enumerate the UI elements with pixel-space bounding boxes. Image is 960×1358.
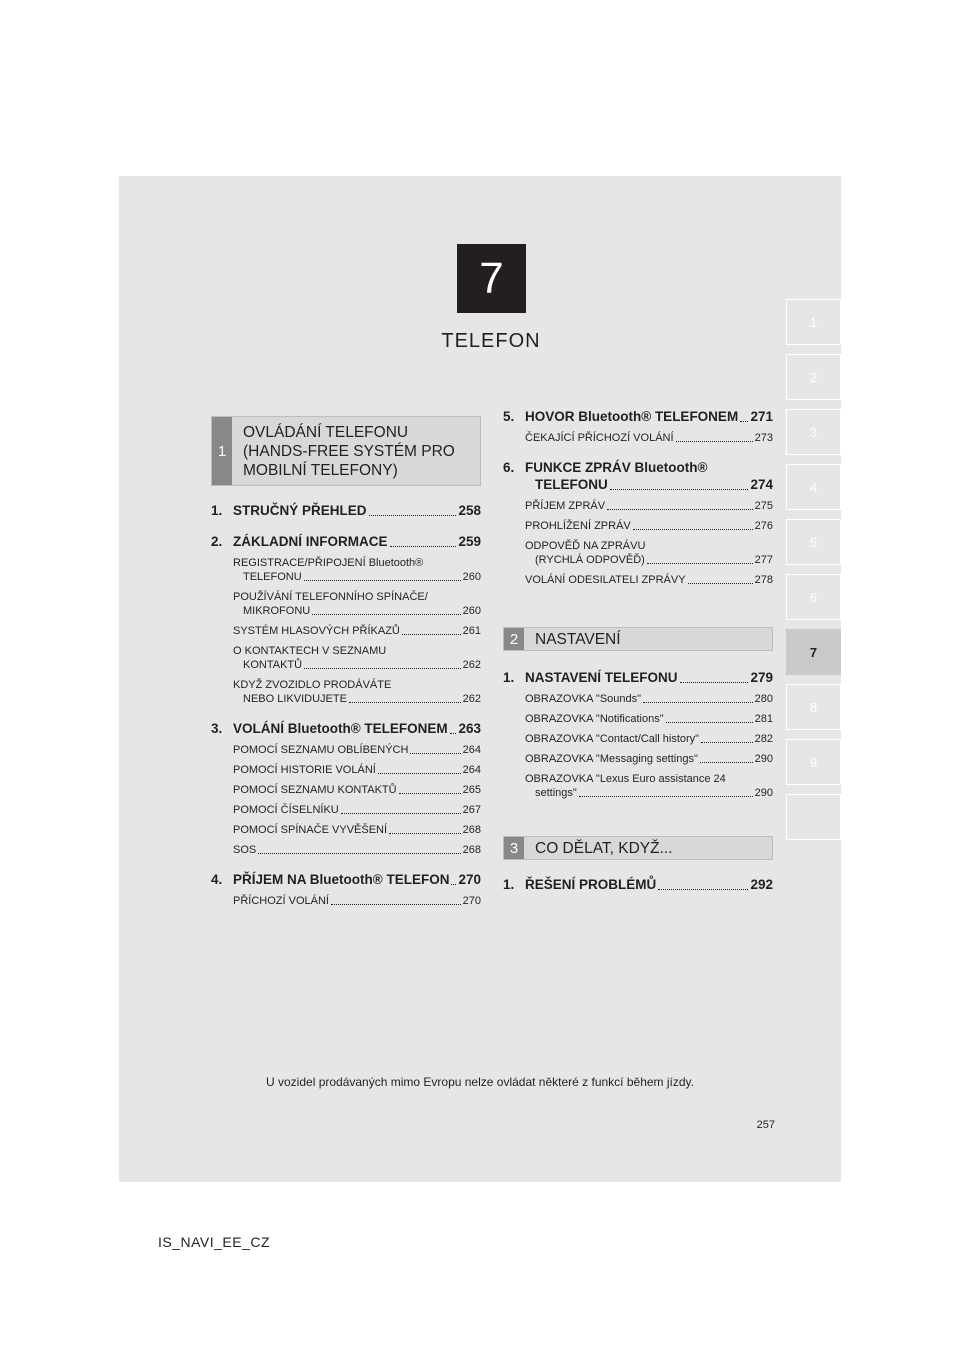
- toc-item: [211, 533, 481, 550]
- toc-label: POMOCÍ SEZNAMU KONTAKTŮ: [233, 784, 397, 796]
- toc-label: SYSTÉM HLASOVÝCH PŘÍKAZŮ: [233, 625, 400, 637]
- toc-left: [211, 488, 481, 908]
- dot-leader: [680, 682, 749, 683]
- toc-subitem: [503, 732, 773, 746]
- toc-line: [525, 876, 773, 893]
- section-title: OVLÁDÁNÍ TELEFONU (HANDS-FREE SYSTÉM PRO MOBILNÍ TELEFONY): [243, 424, 455, 479]
- toc-label: TELEFONU: [243, 571, 302, 583]
- toc-right-c: [503, 862, 773, 893]
- toc-label: MIKROFONU: [243, 605, 311, 617]
- toc-subitem: [503, 692, 773, 706]
- toc-line: [233, 720, 481, 737]
- dot-leader: [389, 833, 461, 834]
- toc-label: FUNKCE ZPRÁV Bluetooth®: [525, 460, 708, 475]
- toc-page: 268: [462, 824, 481, 836]
- toc-page: 274: [750, 477, 773, 492]
- toc-label: PŘÍJEM ZPRÁV: [525, 500, 606, 512]
- toc-label: POMOCÍ SPÍNAČE VYVĚŠENÍ: [233, 824, 388, 836]
- toc-label: ČEKAJÍCÍ PŘÍCHOZÍ VOLÁNÍ: [525, 432, 674, 444]
- toc-label: NASTAVENÍ TELEFONU: [525, 670, 678, 685]
- toc-subitem: [211, 624, 481, 638]
- dot-leader: [740, 421, 748, 422]
- dot-leader: [676, 441, 753, 442]
- toc-subitem: [503, 712, 773, 726]
- toc-label: HOVOR Bluetooth® TELEFONEM: [525, 409, 739, 424]
- toc-subitem-text: [233, 556, 481, 584]
- toc-subitem: [211, 644, 481, 672]
- toc-page: 262: [462, 659, 481, 671]
- dot-leader: [402, 634, 461, 635]
- section-number: 2: [504, 628, 524, 650]
- toc-page: 271: [750, 409, 773, 424]
- toc-subitem: [211, 743, 481, 757]
- page-number: 257: [756, 1119, 775, 1131]
- toc-label: OBRAZOVKA "Notifications": [525, 713, 664, 725]
- dot-leader: [312, 614, 460, 615]
- dot-leader: [666, 722, 753, 723]
- toc-line: [525, 752, 773, 766]
- toc-label: POMOCÍ ČÍSELNÍKU: [233, 804, 339, 816]
- toc-line: [525, 712, 773, 726]
- chapter-tab-2[interactable]: 2: [786, 354, 841, 400]
- toc-line: [233, 843, 481, 857]
- dot-leader: [304, 668, 461, 669]
- toc-page: 290: [754, 753, 773, 765]
- toc-line: [525, 519, 773, 533]
- toc-label: KDYŽ ZVOZIDLO PRODÁVÁTE: [233, 679, 392, 691]
- toc-subitem: [211, 678, 481, 706]
- toc-line: [525, 499, 773, 513]
- toc-line: [525, 692, 773, 706]
- dot-leader: [331, 904, 461, 905]
- section-header-1: [211, 416, 481, 486]
- toc-page: 275: [754, 500, 773, 512]
- dot-leader: [451, 884, 456, 885]
- toc-page: 276: [754, 520, 773, 532]
- toc-page: 262: [462, 693, 481, 705]
- toc-line: [525, 786, 773, 800]
- chapter-tab-7[interactable]: 7: [786, 629, 841, 675]
- toc-right-b: [503, 655, 773, 800]
- toc-item-number: 3.: [211, 721, 223, 736]
- toc-page: 277: [754, 554, 773, 566]
- toc-item: [211, 502, 481, 519]
- chapter-number-box: 7: [457, 244, 526, 313]
- toc-label: POUŽÍVÁNÍ TELEFONNÍHO SPÍNAČE/: [233, 591, 428, 603]
- dot-leader: [688, 583, 753, 584]
- toc-label: STRUČNÝ PŘEHLED: [233, 503, 367, 518]
- dot-leader: [349, 702, 461, 703]
- toc-page: 290: [754, 787, 773, 799]
- dot-leader: [304, 580, 461, 581]
- toc-line: [525, 553, 773, 567]
- toc-subitem: [211, 783, 481, 797]
- dot-leader: [579, 796, 753, 797]
- toc-line: [233, 783, 481, 797]
- toc-subitem: [503, 752, 773, 766]
- toc-subitem: [503, 539, 773, 567]
- toc-label: (RYCHLÁ ODPOVĚĎ): [535, 554, 645, 566]
- toc-label: KONTAKTŮ: [243, 659, 303, 671]
- section-number: 1: [212, 417, 232, 485]
- toc-line: [233, 533, 481, 550]
- toc-line: [525, 476, 773, 493]
- section-header-3: [503, 836, 773, 860]
- toc-label: POMOCÍ SEZNAMU OBLÍBENÝCH: [233, 744, 409, 756]
- toc-item: [503, 669, 773, 686]
- toc-subitem: [503, 431, 773, 445]
- toc-item-number: 2.: [211, 534, 223, 549]
- chapter-tab-4[interactable]: 4: [786, 464, 841, 510]
- dot-leader: [610, 489, 749, 490]
- toc-label: VOLÁNÍ Bluetooth® TELEFONEM: [233, 721, 448, 736]
- dot-leader: [341, 813, 461, 814]
- toc-page: 260: [462, 605, 481, 617]
- toc-page: 270: [462, 895, 481, 907]
- toc-line: [233, 894, 481, 908]
- toc-subitem: [211, 590, 481, 618]
- dot-leader: [658, 889, 748, 890]
- toc-subitem: [503, 772, 773, 800]
- toc-label: REGISTRACE/PŘIPOJENÍ Bluetooth®: [233, 557, 424, 569]
- dot-leader: [607, 509, 753, 510]
- toc-right-a: [503, 394, 773, 587]
- section-number: 3: [504, 837, 524, 859]
- toc-line: [233, 502, 481, 519]
- toc-page: 260: [462, 571, 481, 583]
- toc-line: [525, 431, 773, 445]
- toc-item-number: 4.: [211, 872, 223, 887]
- toc-label: PŘÍJEM NA Bluetooth® TELEFON: [233, 872, 450, 887]
- toc-subitem-text: [525, 772, 773, 800]
- section-header-2: [503, 627, 773, 651]
- toc-page: 259: [458, 534, 481, 549]
- toc-line: [233, 624, 481, 638]
- toc-line: [233, 658, 481, 672]
- dot-leader: [390, 546, 457, 547]
- toc-subitem: [211, 823, 481, 837]
- dot-leader: [450, 733, 457, 734]
- dot-leader: [647, 563, 753, 564]
- toc-line: [233, 743, 481, 757]
- toc-page: 282: [754, 733, 773, 745]
- toc-page: 292: [750, 877, 773, 892]
- toc-line: [233, 823, 481, 837]
- toc-line: [525, 408, 773, 425]
- section-title: CO DĚLAT, KDYŽ...: [535, 840, 673, 857]
- dot-leader: [643, 702, 753, 703]
- toc-subitem-text: [233, 644, 481, 672]
- toc-item: [211, 871, 481, 888]
- toc-item-number: 6.: [503, 460, 515, 475]
- toc-item-number: 1.: [211, 503, 223, 518]
- toc-label: ZÁKLADNÍ INFORMACE: [233, 534, 388, 549]
- dot-leader: [369, 515, 457, 516]
- toc-label: ODPOVĚĎ NA ZPRÁVU: [525, 540, 646, 552]
- toc-item: [503, 876, 773, 893]
- chapter-tab-3[interactable]: 3: [786, 409, 841, 455]
- toc-line: [233, 763, 481, 777]
- toc-subitem: [211, 763, 481, 777]
- toc-line: [233, 570, 481, 584]
- toc-item-number: 1.: [503, 670, 515, 685]
- toc-page: 267: [462, 804, 481, 816]
- chapter-tab-1[interactable]: 1: [786, 299, 841, 345]
- dot-leader: [378, 773, 461, 774]
- chapter-title: TELEFON: [441, 330, 541, 352]
- toc-page: 264: [462, 764, 481, 776]
- toc-label: OBRAZOVKA "Messaging settings": [525, 753, 698, 765]
- toc-label: O KONTAKTECH V SEZNAMU: [233, 645, 387, 657]
- toc-page: 273: [754, 432, 773, 444]
- toc-page: 263: [458, 721, 481, 736]
- dot-leader: [399, 793, 461, 794]
- toc-subitem: [503, 499, 773, 513]
- toc-subitem-text: [525, 539, 773, 567]
- toc-line: [233, 604, 481, 618]
- toc-line: [525, 669, 773, 686]
- toc-subitem: [503, 573, 773, 587]
- toc-line: [233, 871, 481, 888]
- chapter-tab-8[interactable]: 8: [786, 684, 841, 730]
- toc-label: OBRAZOVKA "Lexus Euro assistance 24: [525, 773, 726, 785]
- toc-page: 279: [750, 670, 773, 685]
- toc-item-number: 1.: [503, 877, 515, 892]
- toc-label: PŘÍCHOZÍ VOLÁNÍ: [233, 895, 329, 907]
- toc-item-text: [525, 459, 773, 493]
- toc-line: [525, 573, 773, 587]
- toc-item: [503, 408, 773, 425]
- dot-leader: [410, 753, 460, 754]
- dot-leader: [633, 529, 753, 530]
- toc-subitem: [211, 803, 481, 817]
- toc-label: VOLÁNÍ ODESILATELI ZPRÁVY: [525, 574, 686, 586]
- document-id: IS_NAVI_EE_CZ: [158, 1234, 271, 1250]
- toc-label: PROHLÍŽENÍ ZPRÁV: [525, 520, 631, 532]
- toc-label: NEBO LIKVIDUJETE: [243, 693, 347, 705]
- toc-item: [211, 720, 481, 737]
- chapter-tab-6[interactable]: 6: [786, 574, 841, 620]
- dot-leader: [700, 762, 753, 763]
- toc-page: 264: [462, 744, 481, 756]
- toc-subitem-text: [233, 678, 481, 706]
- toc-subitem: [211, 843, 481, 857]
- dot-leader: [258, 853, 460, 854]
- toc-subitem-text: [233, 590, 481, 618]
- toc-page: 268: [462, 844, 481, 856]
- dot-leader: [701, 742, 753, 743]
- toc-subitem: [503, 519, 773, 533]
- chapter-tab-5[interactable]: 5: [786, 519, 841, 565]
- toc-page: 278: [754, 574, 773, 586]
- toc-item: [503, 459, 773, 493]
- toc-page: 281: [754, 713, 773, 725]
- toc-label: OBRAZOVKA "Sounds": [525, 693, 642, 705]
- toc-label: OBRAZOVKA "Contact/Call history": [525, 733, 700, 745]
- toc-page: 270: [458, 872, 481, 887]
- toc-line: [233, 803, 481, 817]
- toc-label: TELEFONU: [535, 477, 608, 492]
- toc-page: 258: [458, 503, 481, 518]
- toc-subitem: [211, 556, 481, 584]
- toc-page: 265: [462, 784, 481, 796]
- toc-subitem: [211, 894, 481, 908]
- chapter-tab-9[interactable]: 9: [786, 739, 841, 785]
- toc-page: 280: [754, 693, 773, 705]
- chapter-tab-blank[interactable]: [786, 794, 841, 840]
- toc-label: ŘEŠENÍ PROBLÉMŮ: [525, 877, 657, 892]
- toc-page: 261: [462, 625, 481, 637]
- toc-label: SOS: [233, 844, 257, 856]
- toc-line: [233, 692, 481, 706]
- toc-label: settings": [535, 787, 577, 799]
- toc-line: [525, 732, 773, 746]
- toc-label: POMOCÍ HISTORIE VOLÁNÍ: [233, 764, 376, 776]
- section-title: NASTAVENÍ: [535, 631, 621, 648]
- toc-item-number: 5.: [503, 409, 515, 424]
- footnote: U vozidel prodávaných mimo Evropu nelze ovládat některé z funkcí během jízdy.: [266, 1075, 694, 1089]
